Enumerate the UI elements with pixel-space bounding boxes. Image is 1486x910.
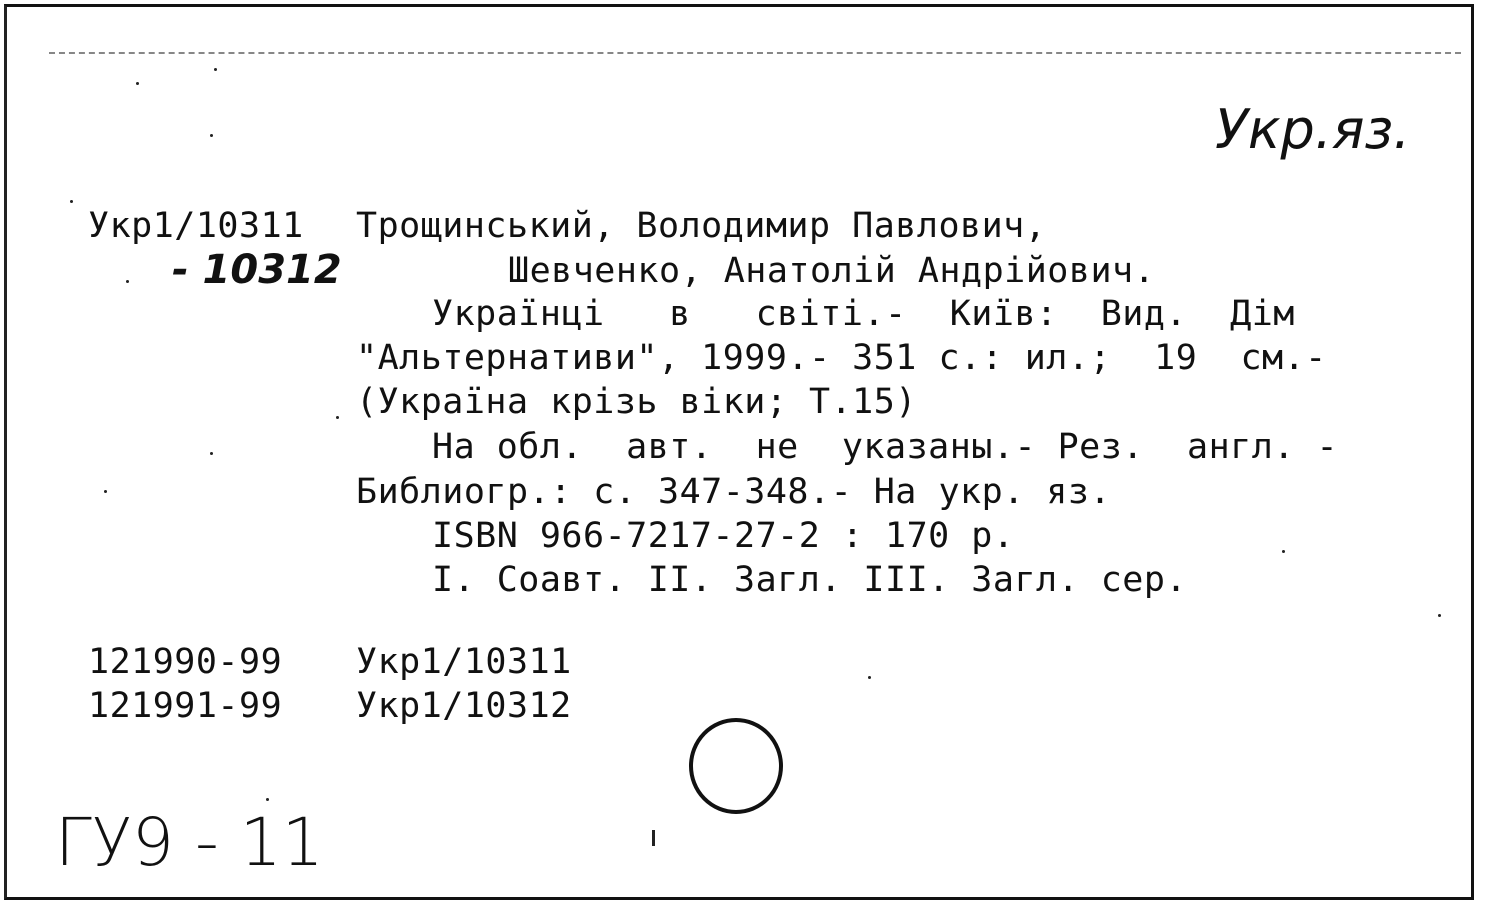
call-number: Укр1/10311 [88, 206, 304, 246]
scan-speck [336, 416, 339, 419]
scan-speck [104, 490, 107, 493]
handwritten-language-note: Укр.яз. [1215, 98, 1411, 161]
scan-speck [214, 68, 217, 71]
stamp-circle-icon [684, 714, 788, 818]
holding-shelfmark-1: Укр1/10311 [356, 642, 572, 682]
coauthor-line: Шевченко, Анатолій Андрійович. [508, 251, 1156, 291]
holding-inventory-2: 121991-99 [88, 686, 283, 726]
scan-speck [70, 200, 73, 203]
scan-speck [210, 134, 213, 137]
title-line-1: Українці в світі.- Київ: Вид. Дім [432, 294, 1295, 334]
handwritten-copy-number: - 10312 [172, 247, 342, 293]
scan-speck [868, 676, 871, 679]
title-line-3: (Україна крізь віки; Т.15) [356, 382, 917, 422]
scan-speck [210, 452, 213, 455]
isbn-line: ISBN 966-7217-27-2 : 170 р. [432, 516, 1015, 556]
scan-speck [266, 798, 269, 801]
holding-shelfmark-2: Укр1/10312 [356, 686, 572, 726]
author-heading: Трощинський, Володимир Павлович, [356, 206, 1047, 246]
tracings-line: I. Соавт. II. Загл. III. Загл. сер. [432, 560, 1188, 600]
top-dashed-rule [49, 52, 1461, 54]
title-line-2: "Альтернативи", 1999.- 351 с.: ил.; 19 см.- [356, 338, 1327, 378]
handwritten-location-code: ГУ9 - 11 [55, 804, 324, 881]
scan-speck [1438, 614, 1441, 617]
scan-speck [126, 280, 129, 283]
scan-speck [136, 82, 139, 85]
note-line-2: Библиогр.: с. 347-348.- На укр. яз. [356, 472, 1112, 512]
stamp-tick-mark [652, 830, 655, 846]
holding-inventory-1: 121990-99 [88, 642, 283, 682]
scan-speck [1282, 550, 1285, 553]
note-line-1: На обл. авт. не указаны.- Рез. англ. - [432, 427, 1339, 467]
